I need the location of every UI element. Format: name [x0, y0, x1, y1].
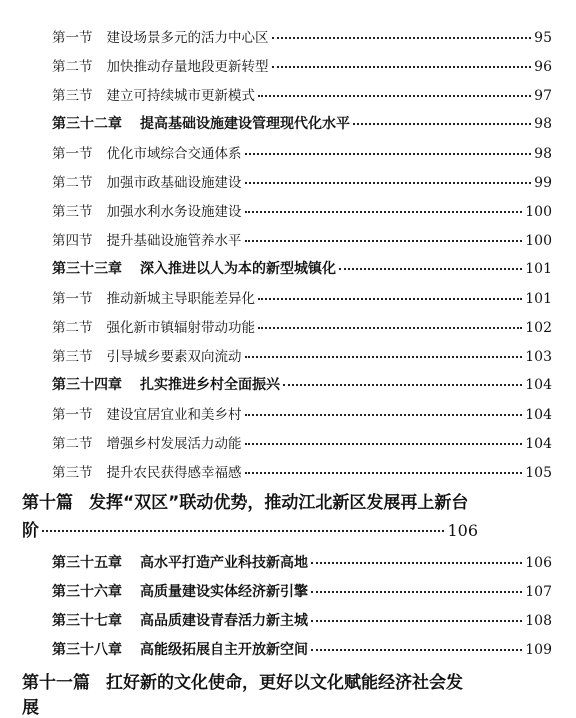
entry-title: 加强水利水务设施建设	[106, 204, 242, 220]
entry-number: 第一节	[52, 407, 93, 423]
dot-leader	[258, 94, 531, 97]
toc-entry-section[interactable]	[0, 345, 576, 365]
entry-number: 第二节	[52, 175, 93, 191]
entry-number: 第二节	[52, 320, 93, 336]
toc-entry-chapter[interactable]	[0, 258, 576, 278]
entry-title: 引导城乡要素双向流动	[106, 349, 242, 365]
entry-page: 100	[525, 204, 552, 220]
toc-entry-chapter[interactable]	[0, 581, 576, 601]
entry-page: 97	[534, 88, 552, 104]
entry-page: 107	[525, 584, 552, 600]
dot-leader	[353, 122, 531, 125]
entry-number: 第二节	[52, 59, 93, 75]
entry-title: 提升农民获得感幸福感	[106, 465, 242, 481]
entry-title: 扎实推进乡村全面振兴	[140, 377, 280, 393]
entry-page: 99	[534, 175, 552, 191]
toc-entry-chapter[interactable]	[0, 374, 576, 394]
entry-number: 第三十五章	[52, 555, 122, 571]
dot-leader	[245, 152, 532, 155]
dot-leader	[272, 36, 532, 39]
toc-entry-chapter[interactable]	[0, 610, 576, 630]
entry-number: 第三十二章	[52, 116, 122, 132]
entry-page: 100	[525, 233, 552, 249]
entry-title: 优化市域综合交通体系	[106, 146, 242, 162]
toc-entry-section[interactable]	[0, 287, 576, 307]
part-number: 第十篇	[22, 493, 73, 513]
toc-entry-section[interactable]	[0, 229, 576, 249]
entry-title: 建立可持续城市更新模式	[106, 88, 255, 104]
toc-entry-section[interactable]	[0, 316, 576, 336]
entry-title: 推动新城主导职能差异化	[106, 291, 255, 307]
dot-leader	[245, 181, 532, 184]
toc-entry-chapter[interactable]	[0, 552, 576, 572]
entry-number: 第三十三章	[52, 261, 122, 277]
part-number: 第十一篇	[22, 673, 90, 693]
entry-page: 103	[525, 349, 552, 365]
entry-number: 第三十四章	[52, 377, 122, 393]
entry-page: 101	[525, 261, 552, 277]
entry-title: 高水平打造产业科技新高地	[140, 555, 308, 571]
entry-title: 建设宜居宜业和美乡村	[106, 407, 242, 423]
toc-entry-section[interactable]	[0, 84, 576, 104]
entry-number: 第三节	[52, 465, 93, 481]
entry-title: 提高基础设施建设管理现代化水平	[140, 116, 350, 132]
entry-number: 第一节	[52, 291, 93, 307]
entry-page: 96	[534, 59, 552, 75]
dot-leader	[311, 561, 522, 564]
entry-title: 加强市政基础设施建设	[106, 175, 242, 191]
dot-leader	[42, 529, 444, 532]
part-title-line2: 阶	[22, 521, 39, 541]
entry-number: 第二节	[52, 436, 93, 452]
entry-number: 第三十六章	[52, 584, 122, 600]
entry-number: 第一节	[52, 146, 93, 162]
toc-entry-section[interactable]	[0, 142, 576, 162]
dot-leader	[339, 267, 522, 270]
dot-leader	[258, 297, 522, 300]
dot-leader	[311, 590, 522, 593]
entry-number: 第三十七章	[52, 613, 122, 629]
entry-page: 101	[525, 291, 552, 307]
entry-page: 104	[525, 407, 552, 423]
entry-title: 加快推动存量地段更新转型	[106, 59, 269, 75]
entry-number: 第三节	[52, 88, 93, 104]
entry-page: 106	[447, 521, 478, 540]
dot-leader	[272, 65, 532, 68]
toc-entry-chapter[interactable]	[0, 639, 576, 659]
part-title: 扛好新的文化使命，更好以文化赋能经济社会发展	[22, 673, 463, 718]
entry-page: 109	[525, 642, 552, 658]
entry-title: 强化新市镇辐射带动功能	[106, 320, 255, 336]
entry-page: 95	[534, 30, 552, 46]
dot-leader	[245, 210, 523, 213]
entry-title: 高品质建设青春活力新主城	[140, 613, 308, 629]
entry-title: 高能级拓展自主开放新空间	[140, 642, 308, 658]
entry-page: 98	[534, 146, 552, 162]
dot-leader	[283, 383, 522, 386]
dot-leader	[311, 648, 522, 651]
dot-leader	[245, 355, 523, 358]
toc-entry-part-10[interactable]	[22, 488, 478, 513]
dot-leader	[245, 239, 523, 242]
entry-title: 高质量建设实体经济新引擎	[140, 584, 308, 600]
entry-page: 104	[525, 377, 552, 393]
dot-leader	[245, 413, 523, 416]
toc-entry-section[interactable]	[0, 432, 576, 452]
dot-leader	[245, 471, 523, 474]
toc-entry-section[interactable]	[0, 403, 576, 423]
entry-title: 建设场景多元的活力中心区	[106, 30, 269, 46]
dot-leader	[311, 619, 522, 622]
entry-number: 第三节	[52, 204, 93, 220]
dot-leader	[245, 442, 523, 445]
entry-number: 第一节	[52, 30, 93, 46]
toc-entry-section[interactable]	[0, 55, 576, 75]
entry-page: 104	[525, 436, 552, 452]
entry-page: 106	[525, 555, 552, 571]
entry-title: 增强乡村发展活力动能	[106, 436, 242, 452]
entry-page: 105	[525, 465, 552, 481]
entry-page: 108	[525, 613, 552, 629]
toc-entry-section[interactable]	[0, 26, 576, 46]
toc-entry-section[interactable]	[0, 461, 576, 481]
toc-entry-section[interactable]	[0, 171, 576, 191]
entry-number: 第三十八章	[52, 642, 122, 658]
dot-leader	[258, 326, 522, 329]
toc-entry-part-10-continued[interactable]	[22, 516, 478, 541]
entry-page: 102	[525, 320, 552, 336]
toc-entry-section[interactable]	[0, 200, 576, 220]
entry-title: 提升基础设施管养水平	[106, 233, 242, 249]
toc-entry-part-11[interactable]	[22, 668, 478, 718]
toc-entry-chapter[interactable]	[0, 113, 576, 133]
entry-number: 第四节	[52, 233, 93, 249]
entry-title: 深入推进以人为本的新型城镇化	[140, 261, 336, 277]
part-title-line1: 发挥“双区”联动优势，推动江北新区发展再上新台	[89, 493, 469, 513]
entry-page: 98	[534, 116, 552, 132]
entry-number: 第三节	[52, 349, 93, 365]
